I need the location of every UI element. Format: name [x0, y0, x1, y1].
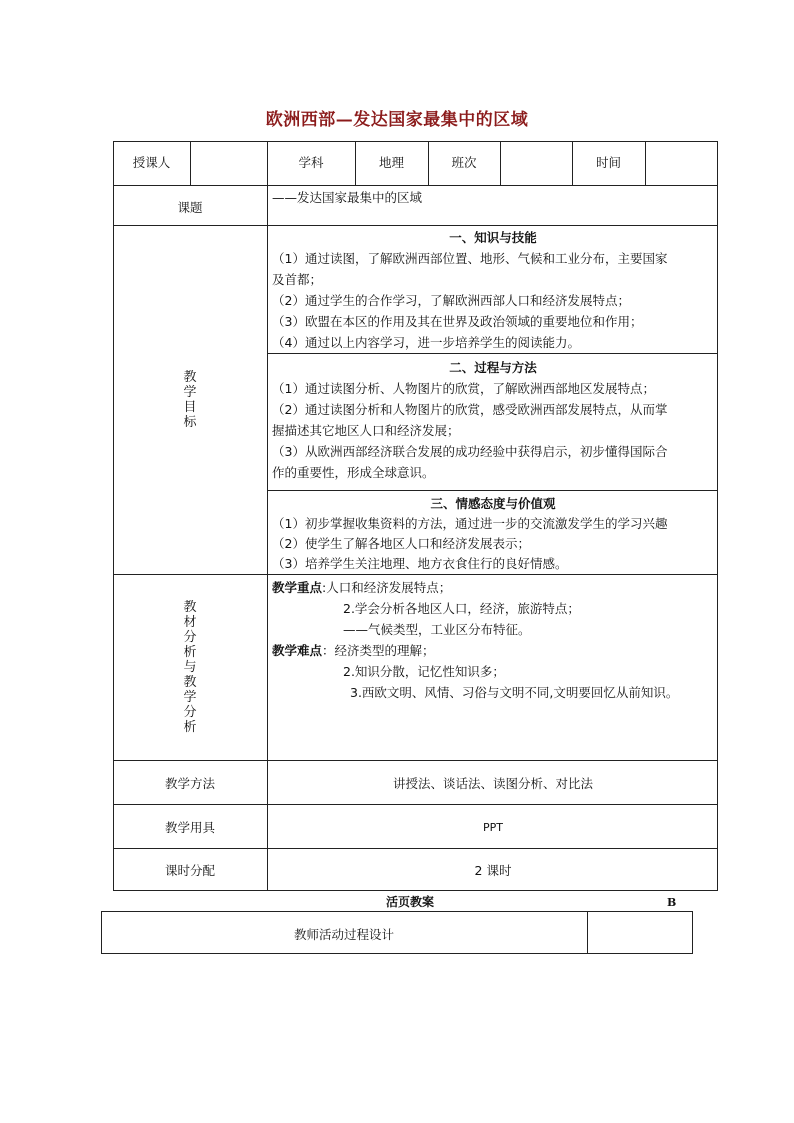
objectives-label: 教学目标 — [183, 370, 197, 430]
section-heading: 二、过程与方法 — [449, 360, 537, 375]
key-point-line: ——气候类型，工业区分布特征。 — [343, 622, 531, 637]
table-line — [692, 911, 693, 954]
tools-value: PPT — [483, 821, 503, 834]
table-line — [113, 890, 718, 891]
table-line — [101, 911, 693, 912]
key-point-text: :人口和经济发展特点； — [322, 580, 452, 595]
key-point-label: 教学重点 — [272, 580, 323, 595]
table-line — [268, 353, 718, 354]
activity-cell: 教师活动过程设计 — [293, 927, 394, 942]
objective-line: （3）培养学生关注地理、地方衣食住行的良好情感。 — [272, 556, 568, 571]
table-line — [113, 225, 718, 226]
key-point-line: 2.学会分析各地区人口，经济，旅游特点； — [343, 601, 580, 616]
topic-value: ——发达国家最集中的区域 — [272, 190, 423, 205]
objective-line: 握描述其它地区人口和经济发展； — [272, 423, 460, 438]
section-heading: 一、知识与技能 — [449, 230, 537, 245]
loose-leaf-mark: B — [667, 896, 677, 909]
topic-label: 课题 — [177, 200, 203, 215]
analysis-label: 教材分析与教学分析 — [183, 600, 197, 735]
difficulty-text: ：经济类型的理解； — [322, 643, 435, 658]
objective-line: （1）初步掌握收集资料的方法，通过进一步的交流激发学生的学习兴趣 — [272, 516, 668, 531]
method-value: 讲授法、谈话法、读图分析、对比法 — [392, 776, 593, 791]
objective-line: （2）使学生了解各地区人口和经济发展表示； — [272, 536, 530, 551]
difficulty-point — [272, 640, 435, 661]
section-heading: 三、情感态度与价值观 — [430, 496, 556, 511]
table-line — [113, 185, 718, 186]
hours-label: 课时分配 — [164, 863, 215, 878]
table-line — [587, 911, 588, 954]
objective-line: 及首都； — [272, 272, 323, 287]
table-line — [645, 141, 646, 185]
page-title: 欧洲西部—发达国家最集中的区域 — [265, 110, 529, 130]
key-point — [272, 577, 451, 598]
objective-line: （3）欧盟在本区的作用及其在世界及政治领域的重要地位和作用； — [272, 314, 643, 329]
subject-value: 地理 — [378, 155, 404, 170]
tools-label: 教学用具 — [164, 820, 215, 835]
hours-value: 2 课时 — [474, 863, 512, 878]
objective-line: （2）通过学生的合作学习，了解欧洲西部人口和经济发展特点； — [272, 293, 630, 308]
loose-leaf-title: 活页教案 — [386, 895, 435, 909]
method-label: 教学方法 — [164, 776, 215, 791]
class-label: 班次 — [451, 155, 477, 170]
table-line — [113, 574, 718, 575]
table-line — [113, 804, 718, 805]
objective-line: （4）通过以上内容学习，进一步培养学生的阅读能力。 — [272, 335, 580, 350]
table-line — [113, 848, 718, 849]
table-line — [268, 490, 718, 491]
teacher-label: 授课人 — [132, 155, 171, 170]
difficulty-label: 教学难点 — [272, 643, 323, 658]
objective-line: （1）通过读图分析、人物图片的欣赏，了解欧洲西部地区发展特点； — [272, 381, 655, 396]
objective-line: （3）从欧洲西部经济联合发展的成功经验中获得启示，初步懂得国际合 — [272, 444, 668, 459]
table-line — [190, 141, 191, 185]
table-line — [500, 141, 501, 185]
objective-line: （1）通过读图，了解欧洲西部位置、地形、气候和工业分布，主要国家 — [272, 251, 668, 266]
table-line — [113, 141, 718, 142]
table-line — [113, 760, 718, 761]
objective-line: 作的重要性，形成全球意识。 — [272, 465, 435, 480]
table-line — [101, 953, 693, 954]
time-label: 时间 — [595, 155, 621, 170]
difficulty-line: 3.西欧文明、风情、习俗与文明不同,文明要回忆从前知识。 — [350, 685, 679, 700]
subject-label: 学科 — [298, 155, 324, 170]
difficulty-line: 2.知识分散，记忆性知识多； — [343, 664, 505, 679]
objective-line: （2）通过读图分析和人物图片的欣赏，感受欧洲西部发展特点，从而掌 — [272, 402, 668, 417]
